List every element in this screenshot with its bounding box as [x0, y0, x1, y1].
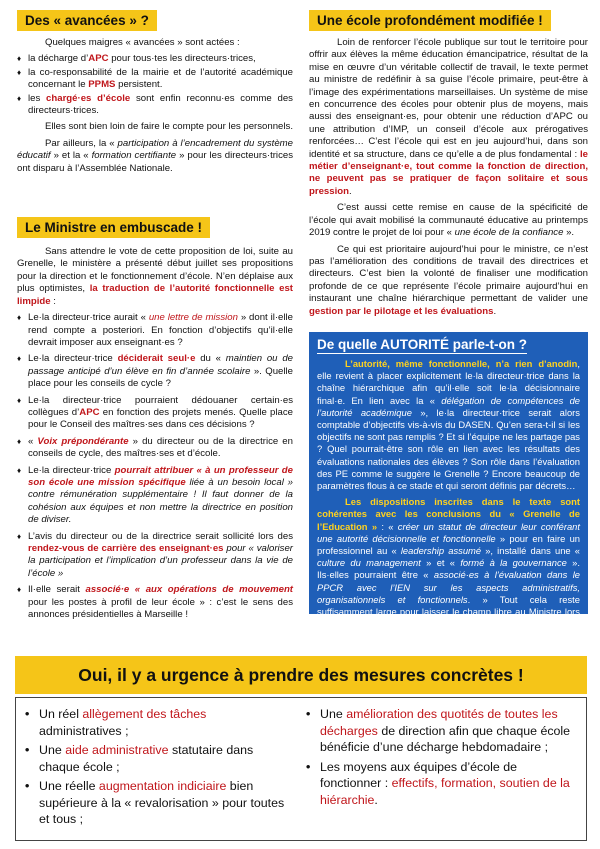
list-item: ♦ la co-responsabilité de la mairie et de l’autorité académique concernant le PPMS persistent. [17, 67, 293, 92]
list-item: • Un réel allègement des tâches administratives ; [25, 706, 287, 739]
section-heading-ecole: Une école profondément modifiée ! [309, 10, 551, 31]
paragraph: C’est aussi cette remise en cause de la spécificité de l’école qui avait mobilisé la communauté éducative au printemps 2019 contre le projet de loi pour « une école de la confiance ». [309, 202, 588, 239]
box-heading: De quelle AUTORITÉ parle-t-on ? [317, 337, 528, 352]
paragraph: Sans attendre le vote de cette proposition de loi, suite au Grenelle, le ministère a présenté début juillet ses propositions pour la direction et le fonctionnement d’école. N’en déplaise aux plus optimistes, la traduction de l’autorité fonctionnelle est limpide : [17, 246, 293, 307]
demands-box [15, 697, 587, 841]
paragraph: Quelques maigres « avancées » sont actées : [45, 37, 240, 48]
list-item: ♦ L’avis du directeur ou de la directrice serait sollicité lors des rendez-vous de carrière des enseignant·es pour « valoriser la participation et l’implication d’un professeur dans la vie de l’école » [17, 531, 293, 581]
list-item: ♦ Le·la directeur·trice pourraient dédouaner certain·es collègues d’APC en fonction des projets menés. Quelle place pour le Conseil des maîtres·ses dans ces décisions ? [17, 395, 293, 432]
list-item: ♦ les chargé·es d’école sont enfin reconnu·es comme des directeurs·trices. [17, 93, 293, 118]
list-item: • Une amélioration des quotités de toutes les décharges de direction afin que chaque école bénéficie d’une décharge hebdomadaire ; [306, 706, 580, 756]
paragraph: Loin de renforcer l’école publique sur tout le territoire pour offrir aux élèves la même éducation émancipatrice, résultat de la mise en œuvre d’un véritable collectif de travail, le texte permet au ministre de redéfinir à sa guise l’école primaire, peut-être à l’image des expérimentations marseillaises. Un système de mise en concurrence des écoles pour obtenir plus de moyens, mais aussi des enseignant·es, pour obtenir une réduction d’APC ou une attribution d’IMP, un conseil d’école aux prérogatives renforcées… C’est l’école qui est en jeu aujourd’hui, dans son identité et sa structure, dans ce qu’elle a de plus fondamental : le métier d’enseignant·e, tout comme la fonction de direction, ne peuvent pas se pratiquer de façon solitaire et sous pression. [309, 37, 588, 197]
list-item: • Une aide administrative statutaire dans chaque école ; [25, 742, 287, 775]
list-item: • Une réelle augmentation indiciaire bien supérieure à la « revalorisation » pour toutes et tous ; [25, 778, 287, 828]
paragraph: Ce qui est prioritaire aujourd’hui pour le ministre, ce n’est pas l’amélioration des conditions de travail des directrices et directeurs. C’est bien la volonté de finaliser une modification profonde de ce que représente l’école primaire aujourd’hui en instaurant une chaîne hiérarchique permettant de valider une gestion par le pilotage et les évaluations. [309, 243, 588, 317]
autorite-box [309, 332, 588, 630]
list-item: ♦ « Voix prépondérante » du directeur ou de la directrice en conseils de cycle, des maîtres·ses et d’école. [17, 436, 293, 461]
list-item: ♦ Le·la directeur·trice pourrait attribuer « à un professeur de son école une mission spécifique liée à un besoin local » contre rémunération supplémentaire ! Il faut donner de la cohésion aux équipes et non mettre la directrice en position de diviser. [17, 465, 293, 527]
paragraph: L’autorité, même fonctionnelle, n’a rien d’anodin, elle revient à placer explicitement le·la directeur·trice dans la chaîne hiérarchique afin qu’il·elle soit le·la décisionnaire final·e. En lien avec la « délégation de compétences de l’autorité académique », le·la directeur·trice serait alors comptable d’objectifs vis-à-vis du DASEN. Qu’en sera-t-il si les objectifs ne sont pas remplis ? Et si l’équipe ne les partage pas ? Quel pourrait-être son rôle en lien avec les résultats des évaluations nationales des élèves ? Son rôle dans l’évaluation des PE comme le suggère le Grenelle ? Encore beaucoup de paramètres flous à ce stade et qui seront définis par décrets… [317, 358, 580, 492]
list-item: ♦ la décharge d’APC pour tous·tes les directeurs·trices, [17, 53, 293, 65]
demands-right-list [306, 706, 580, 811]
list-item: • Les moyens aux équipes d’école de fonctionner : effectifs, formation, soutien de la hiérarchie. [306, 759, 580, 809]
left-column [17, 10, 293, 625]
urgence-banner: Oui, il y a urgence à prendre des mesures concrètes ! [15, 656, 587, 694]
list-item: ♦ Il·elle serait associé·e « aux opérations de mouvement pour les postes à profil de leur école » : c’est le sens des annonces présidentielles à Marseille ! [17, 584, 293, 621]
right-column [309, 10, 588, 322]
section-heading-ministre: Le Ministre en embuscade ! [17, 217, 210, 238]
paragraph: Elles sont bien loin de faire le compte pour les personnels. [45, 121, 293, 133]
paragraph: Par ailleurs, la « participation à l’encadrement du système éducatif » et la « formation certifiante » pour les directeurs·trices ont disparu à l’Assemblée Nationale. [17, 137, 293, 174]
paragraph: Les dispositions inscrites dans le texte sont cohérentes avec les conclusions du « Grenelle de l’Education » : « créer un statut de directeur leur conférant une autorité décisionnelle et fonctionnelle » pour en faire un professionnel au « leadership assumé », installé dans une « culture du management » et « formé à la gouvernance ». Ils·elles pourraient être « associé·es à l’évaluation dans le PPCR avec l’IEN sur les aspects administratifs, organisationnels et fonctionnels. » Tout cela reste suffisamment large pour laisser le champ libre au Ministre lors de la publication des textes réglementaires . [317, 496, 581, 630]
list-item: ♦ Le·la directeur·trice aurait « une lettre de mission » dont il·elle rend compte a posteriori. En fonction d’objectifs qu’il·elle devrait imposer aux enseignant·es ? [17, 312, 293, 349]
list-item: ♦ Le·la directeur·trice déciderait seul·e du « maintien ou de passage anticipé d’un élève en fin d’année scolaire ». Quelle place pour les conseils de cycle ? [17, 353, 293, 390]
section-heading-avancees: Des « avancées » ? [17, 10, 157, 31]
demands-left-list [25, 706, 287, 831]
